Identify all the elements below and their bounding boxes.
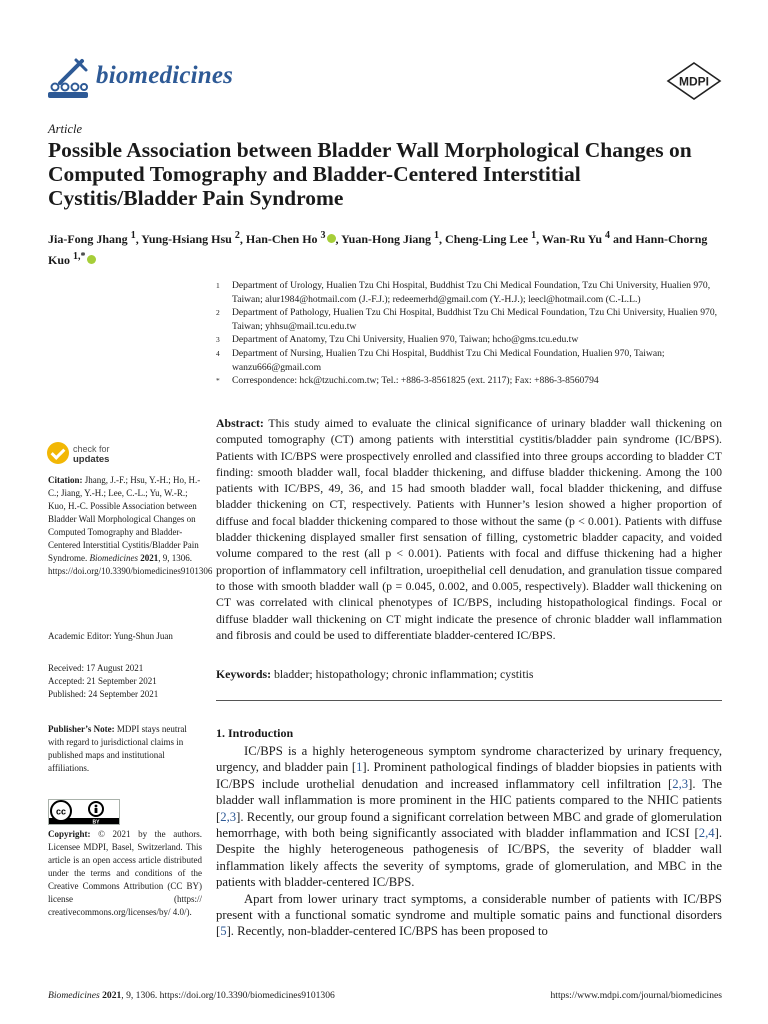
journal-logo-icon <box>46 56 90 100</box>
affiliation-text: Department of Pathology, Hualien Tzu Chi Hospital, Buddhist Tzu Chi Medical Foundation, Tzu Chi University, Hualien 970, Taiwan; yhhsu@mail.tcu.edu.tw <box>232 307 718 332</box>
footer-journal-url[interactable]: https://www.mdpi.com/journal/biomedicines <box>550 990 722 1001</box>
svg-text:cc: cc <box>55 806 67 817</box>
affiliation-number: * <box>216 376 220 386</box>
keywords-label: Keywords: <box>216 667 272 681</box>
page-footer <box>48 990 722 1001</box>
citation-doi[interactable]: , 9, 1306. https://doi.org/10.3390/biomedicines9101306 <box>48 553 213 576</box>
note-text: MDPI stays neutral with regard to jurisdictional claims in published maps and institutional affiliations. <box>48 724 187 773</box>
abstract <box>216 415 722 643</box>
section-divider <box>216 700 722 701</box>
author-list: Jia-Fong Jhang $^1$, Yung-Hsiang Hsu $^2$, Han-Chen Ho $^3$ , Yuan-Hong Jiang $^1$, Cheng-Ling Lee $^1$, Wan-Ru Yu $^4$ and Hann-Chorng Kuo $^{1,*}$ <box>48 230 708 267</box>
author-name: Jia-Fong Jhang $^1$ <box>48 230 136 246</box>
affiliation-item <box>216 374 726 388</box>
citation-block <box>48 474 213 578</box>
journal-name: biomedicines <box>96 62 234 89</box>
footer-citation <box>48 990 335 1001</box>
note-label: Publisher’s Note: <box>48 724 115 734</box>
author-affiliation-mark: 3 <box>320 230 326 241</box>
author-name: and Hann-Chorng Kuo $^{1,*}$ <box>48 232 708 267</box>
citation-label: Citation: <box>48 475 83 485</box>
check-icon <box>47 442 69 464</box>
received-date: Received: 17 August 2021 <box>48 663 144 673</box>
author-name: Yuan-Hong Jiang $^1$ <box>341 230 440 246</box>
published-date: Published: 24 September 2021 <box>48 689 159 699</box>
citation-text: Jhang, J.-F.; Hsu, Y.-H.; Ho, H.-C.; Jiang, Y.-H.; Lee, C.-L.; Yu, W.-R.; Kuo, H.-C. Possible Association between Bladder Wall Morphological Changes on Computed Tomography and Bladder-Centered Interstitial Cystitis/Bladder Pain Syndrome. <box>48 475 201 563</box>
affiliations <box>216 279 726 388</box>
body-paragraph: Apart from lower urinary tract symptoms, a considerable number of patients with IC/BPS present with a functional somatic syndrome and multiple somatic pains and functional disorders [5]. Recently, non-bladder-centered IC/BPS has been proposed to <box>216 891 722 939</box>
abstract-label: Abstract: <box>216 416 264 430</box>
orcid-icon[interactable] <box>327 234 336 243</box>
citation-link[interactable]: 2,3 <box>220 809 237 824</box>
article-title: Possible Association between Bladder Wall Morphological Changes on Computed Tomography and Bladder-Centered Interstitial Cystitis/Bladder Pain Syndrome <box>48 138 692 210</box>
body-paragraph: IC/BPS is a highly heterogeneous symptom syndrome characterized by urinary frequency, urgency, and bladder pain [1]. Prominent pathological findings of bladder biopsies in patients with IC/BPS include urothelial denudation and increased inflammatory cell infiltration [2,3]. The bladder wall inflammation is more prominent in the HIC patients compared to the NHIC patients [2,3]. Recently, our group found a significant correlation between MBC and grade of glomerulation hemorrhage, with both being significantly associated with bladder inflammation and ICSI [2,4]. Despite the highly heterogeneous pathogenesis of IC/BPS, the severity of bladder wall inflammation likely affects the severity of symptoms, grade of glomerulation, and MBC in the patients with bladder-centered IC/BPS. <box>216 744 722 890</box>
publication-dates <box>48 662 202 701</box>
affiliation-item <box>216 347 726 374</box>
copyright-label: Copyright: <box>48 829 91 839</box>
affiliation-item <box>216 333 726 347</box>
check-label-line1: check for <box>73 444 110 454</box>
citation-link[interactable]: 1 <box>356 760 363 775</box>
author-affiliation-mark: 1 <box>130 230 136 241</box>
check-label-line2: updates <box>73 454 110 465</box>
affiliation-number: 2 <box>216 308 220 318</box>
affiliation-text: Correspondence: hck@tzuchi.com.tw; Tel.: +886-3-8561825 (ext. 2117); Fax: +886-3-8560794 <box>232 375 599 387</box>
publishers-note <box>48 723 202 775</box>
abstract-text: This study aimed to evaluate the clinical significance of urinary bladder wall thickening on computed tomography (CT) among patients with interstitial cystitis/bladder pain syndrome (IC/BPS). Patients with IC/BPS were prospectively enrolled and classified into three groups according to bladder CT finding: smooth bladder wall, focal bladder thickening, and diffuse bladder thickening. Among the 100 patients with IC/BPS, 49, 36, and 15 had smooth bladder wall, focal bladder thickening, and diffuse bladder thickening on CT, respectively. Patients with Hunner’s lesion showed a higher proportion of diffuse and focal bladder thickening compared to those without the same (p < 0.001). Patients with diffuse bladder thickening displayed smaller first sensation of filling, cystometric bladder capacity, and voided volume compared to the rest (all p < 0.001). Patients with focal and diffuse thickening had a higher proportion of inflammatory cell infiltration, uroepithelial cell denudation, and granulation tissue compared to those with smooth bladder wall (p = 0.045, 0.002, and 0.005, respectively). Bladder wall thickening on CT was correlated with clinical phenotypes of IC/BPS, including histopathological findings. Focal or diffuse bladder wall thickening on CT might indicate the presence of chronic bladder wall inflammation and fibrosis and could be used to differentiate bladder-centered IC/BPS. <box>216 416 722 642</box>
citation-link[interactable]: 2,3 <box>672 776 689 791</box>
accepted-date: Accepted: 21 September 2021 <box>48 676 157 686</box>
author-name: Han-Chen Ho $^3$ <box>245 230 326 246</box>
cc-by-license-icon[interactable] <box>48 799 120 825</box>
author-affiliation-mark: 2 <box>234 230 240 241</box>
section-heading: 1. Introduction <box>216 726 294 740</box>
academic-editor: Academic Editor: Yung-Shun Juan <box>48 631 173 641</box>
affiliation-text: Department of Urology, Hualien Tzu Chi Hospital, Buddhist Tzu Chi Medical Foundation, Tzu Chi University, Hualien 970, Taiwan; alur1984@hotmail.com (J.-F.J.); redeemerhd@gmail.com (Y.-H.J.); leecl@hotmail.com (C.-L.L.) <box>232 280 711 305</box>
author-affiliation-mark: 1 <box>531 230 537 241</box>
author-affiliation-mark: 4 <box>605 230 610 241</box>
author-name: Wan-Ru Yu $^4$ <box>541 230 610 246</box>
citation-year: 2021 <box>140 553 159 563</box>
affiliation-text: Department of Anatomy, Tzu Chi University, Hualien 970, Taiwan; hcho@gms.tcu.edu.tw <box>232 334 579 346</box>
affiliation-number: 1 <box>216 281 220 290</box>
affiliation-number: 3 <box>216 335 220 345</box>
affiliation-item <box>216 306 726 333</box>
introduction-body <box>216 743 722 940</box>
affiliation-item <box>216 279 726 306</box>
orcid-icon[interactable] <box>87 255 96 264</box>
copyright-text: © 2021 by the authors. Licensee MDPI, Basel, Switzerland. This article is an open access article distributed under the terms and conditions of the Creative Commons Attribution (CC BY) license (https:// creativecommons.org/licenses/by/ 4.0/). <box>48 829 203 917</box>
copyright-block <box>48 828 202 919</box>
author-affiliation-mark: 1 <box>434 230 440 241</box>
publisher-name: MDPI <box>679 74 709 89</box>
article-type: Article <box>48 122 83 136</box>
citation-link[interactable]: 5 <box>220 924 227 939</box>
footer-year: 2021 <box>102 990 122 1001</box>
keywords <box>216 667 722 682</box>
author-affiliation-mark: 1,* <box>73 251 86 262</box>
footer-doi[interactable]: , 9, 1306. https://doi.org/10.3390/biomedicines9101306 <box>121 990 335 1001</box>
mdpi-logo-icon <box>666 62 722 100</box>
affiliation-text: Department of Nursing, Hualien Tzu Chi Hospital, Buddhist Tzu Chi Medical Foundation, Hualien 970, Taiwan; wanzu666@gmail.com <box>232 347 665 373</box>
affiliation-number: 4 <box>216 348 220 358</box>
check-for-updates-button[interactable] <box>47 442 157 468</box>
cc-label: BY <box>92 819 100 825</box>
citation-link[interactable]: 2,4 <box>698 826 715 841</box>
author-name: Yung-Hsiang Hsu $^2$ <box>141 230 240 246</box>
keywords-text: bladder; histopathology; chronic inflammation; cystitis <box>274 667 534 681</box>
author-name: Cheng-Ling Lee $^1$ <box>445 230 537 246</box>
citation-journal: Biomedicines <box>89 553 138 563</box>
footer-journal: Biomedicines <box>48 990 100 1001</box>
